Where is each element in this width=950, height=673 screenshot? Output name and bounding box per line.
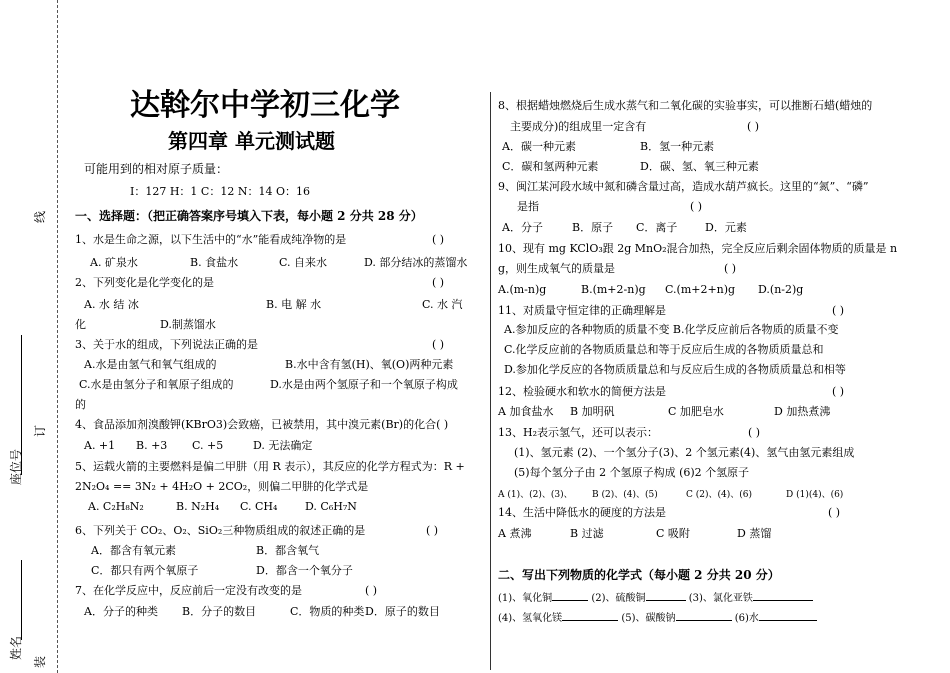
formula-item-5: (5)、碳酸钠 [621,613,676,624]
q13-items-line-2: (5)每个氢分子由 2 个氢原子构成 (6)2 个氢原子 [514,466,750,479]
q2-option-c: C. 水 汽 [422,298,463,311]
q6-option-c: C．都只有两个氧原子 [91,564,199,577]
q5-option-b: B. N₂H₄ [176,500,220,513]
q13-paren: ( ) [748,426,761,439]
q5-option-d: D. C₆H₇N [305,500,357,513]
q9-option-c: C．离子 [636,221,678,234]
q5-option-a: A. C₂H₈N₂ [88,500,144,513]
q10-paren: ( ) [724,262,737,275]
formula-answer-blank-3[interactable] [753,589,813,601]
q13-items-line-1: (1)、氢元素 (2)、一个氢分子(3)、2 个氢元素(4)、氢气由氢元素组成 [514,446,855,459]
q2-option-d: D.制蒸馏水 [160,318,216,331]
q12-option-c: C 加肥皂水 [668,405,724,418]
q9-option-d: D．元素 [705,221,747,234]
q8-stem-continued: 主要成分)的组成里一定含有 [510,120,647,133]
q8-option-d: D．碳、氢、氧三种元素 [640,160,759,173]
q2-option-c-continued: 化 [75,318,86,331]
q13-option-c: C (2)、(4)、(6) [686,490,752,500]
formula-item-6: (6)水 [734,613,759,624]
q14-option-b: B 过滤 [570,527,604,540]
formula-item-3: (3)、氯化亚铁 [688,593,753,604]
q7-paren: ( ) [365,584,378,597]
q1-option-c: C. 自来水 [279,256,328,269]
formula-answer-blank-4[interactable] [562,609,618,621]
atomic-mass-label: 可能用到的相对原子质量： [84,162,229,176]
q11-stem: 11、对质量守恒定律的正确理解是 [498,304,666,317]
q8-option-b: B．氢一种元素 [640,140,715,153]
formula-item-1: (1)、氧化铜 [498,593,553,604]
formula-answer-blank-6[interactable] [759,609,817,621]
q7-option-a: A．分子的种类 [84,605,158,618]
q11-paren: ( ) [832,304,845,317]
q4-stem: 4、食品添加剂溴酸钾(KBrO3)会致癌，已被禁用，其中溴元素(Br)的化合( ) [75,418,449,431]
q1-option-d: D. 部分结冰的蒸馏水 [364,256,468,269]
school-title: 达斡尔中学初三化学 [130,88,400,123]
q7-stem: 7、在化学反应中，反应前后一定没有改变的是 [75,584,302,597]
q1-stem: 1、水是生命之源，以下生活中的“水”能看成纯净物的是 [75,233,347,246]
q10-stem-continued: g，则生成氧气的质量是 [498,262,616,275]
q14-option-d: D 蒸馏 [737,527,772,540]
q3-option-c: C.水是由氢分子和氧原子组成的 [79,378,234,391]
formula-row-2 [498,609,817,626]
q12-option-b: B 加明矾 [570,405,615,418]
q12-stem: 12、检验硬水和软水的简便方法是 [498,385,666,398]
q13-stem: 13、H₂表示氢气，还可以表示： [498,426,658,439]
q5-stem: 5、运载火箭的主要燃料是偏二甲肼（用 R 表示），其反应的化学方程式为：R + [75,460,465,473]
q10-option-d: D.(n-2)g [758,283,804,296]
q3-option-d-continued: 的 [75,398,86,411]
formula-row-1 [498,589,813,606]
q10-option-a: A.(m-n)g [498,283,547,296]
q3-option-d: D.水是由两个氢原子和一个氧原子构成 [270,378,458,391]
binding-line [57,0,58,673]
binding-label-xian: 线 [33,210,47,223]
binding-label-zhuang: 装 [33,655,47,668]
seat-number-label: 座位号 [9,448,23,485]
q9-paren: ( ) [690,200,703,213]
formula-item-2: (2)、硫酸铜 [591,593,646,604]
q6-paren: ( ) [426,524,439,537]
q4-option-c: C. +5 [192,439,224,452]
seat-number-line [21,335,22,475]
q3-option-a: A.水是由氢气和氧气组成的 [84,358,217,371]
q14-option-a: A 煮沸 [498,527,532,540]
q13-option-b: B (2)、(4)、(5) [592,490,658,500]
name-label: 姓名 [9,635,23,660]
formula-answer-blank-1[interactable] [552,589,588,601]
q7-option-b: B．分子的数目 [182,605,257,618]
chapter-title: 第四章 单元测试题 [168,129,335,153]
section-2-heading: 二、写出下列物质的化学式（每小题 2 分共 20 分） [498,568,780,582]
q12-paren: ( ) [832,385,845,398]
q9-option-b: B．原子 [572,221,614,234]
q3-paren: ( ) [432,338,445,351]
q11-option-c: C.化学反应前的各物质质量总和等于反应后生成的各物质质量总和 [504,343,824,356]
q4-option-b: B. +3 [136,439,168,452]
q1-paren: ( ) [432,233,445,246]
q10-option-c: C.(m+2+n)g [665,283,736,296]
q10-stem: 10、现有 mg KClO₃跟 2g MnO₂混合加热，完全反应后剩余固体物质的质量是 n [498,242,898,255]
q6-option-b: B．都含氧气 [256,544,320,557]
q11-option-a-b: A.参加反应的各种物质的质量不变 B.化学反应前后各物质的质量不变 [504,323,839,336]
q8-option-a: A．碳一种元素 [502,140,576,153]
q14-paren: ( ) [828,506,841,519]
q9-option-a: A．分子 [502,221,543,234]
formula-answer-blank-2[interactable] [646,589,686,601]
section-1-heading: 一、选择题：（把正确答案序号填入下表，每小题 2 分共 28 分） [75,209,423,223]
q12-option-a: A 加食盐水 [498,405,554,418]
q6-option-a: A．都含有氧元素 [91,544,176,557]
q6-option-d: D．都含一个氧分子 [256,564,353,577]
q2-stem: 2、下列变化是化学变化的是 [75,276,214,289]
q14-option-c: C 吸附 [656,527,690,540]
column-divider [490,92,491,670]
q13-option-a: A (1)、(2)、(3)、 [498,490,573,500]
atomic-mass-values: I：127 H：1 C：12 N：14 O：16 [130,185,310,198]
q5-stem-continued: 2N₂O₄ == 3N₂ + 4H₂O + 2CO₂，则偏二甲肼的化学式是 [75,480,369,493]
q6-stem: 6、下列关于 CO₂、O₂、SiO₂三种物质组成的叙述正确的是 [75,524,366,537]
q9-stem: 9、闽江某河段水域中氮和磷含量过高，造成水葫芦疯长。这里的“氮”、“磷” [498,180,869,193]
q4-option-a: A. +1 [84,439,116,452]
q3-stem: 3、关于水的组成，下列说法正确的是 [75,338,258,351]
q13-option-d: D (1)(4)、(6) [786,490,844,500]
q5-option-c: C. CH₄ [240,500,278,513]
formula-item-4: (4)、氢氧化镁 [498,613,563,624]
name-line [21,560,22,640]
q2-option-a: A. 水 结 冰 [84,298,139,311]
q1-option-b: B. 食盐水 [190,256,239,269]
q8-paren: ( ) [747,120,760,133]
q3-option-b: B.水中含有氢(H)、氧(O)两种元素 [285,358,454,371]
q7-option-c: C．物质的种类 [290,605,365,618]
q10-option-b: B.(m+2-n)g [581,283,646,296]
binding-label-ding: 订 [33,424,47,437]
q8-option-c: C．碳和氢两种元素 [502,160,599,173]
q9-stem-continued: 是指 [517,200,539,213]
q14-stem: 14、生活中降低水的硬度的方法是 [498,506,666,519]
q8-stem: 8、根据蜡烛燃烧后生成水蒸气和二氧化碳的实验事实，可以推断石蜡(蜡烛的 [498,99,873,112]
q7-option-d: D．原子的数目 [365,605,440,618]
q11-option-d: D.参加化学反应的各物质质量总和与反应后生成的各物质质量总和相等 [504,363,846,376]
q1-option-a: A. 矿泉水 [90,256,138,269]
q12-option-d: D 加热煮沸 [774,405,831,418]
q2-paren: ( ) [432,276,445,289]
q4-option-d: D. 无法确定 [253,439,313,452]
q2-option-b: B. 电 解 水 [266,298,322,311]
formula-answer-blank-5[interactable] [676,609,732,621]
